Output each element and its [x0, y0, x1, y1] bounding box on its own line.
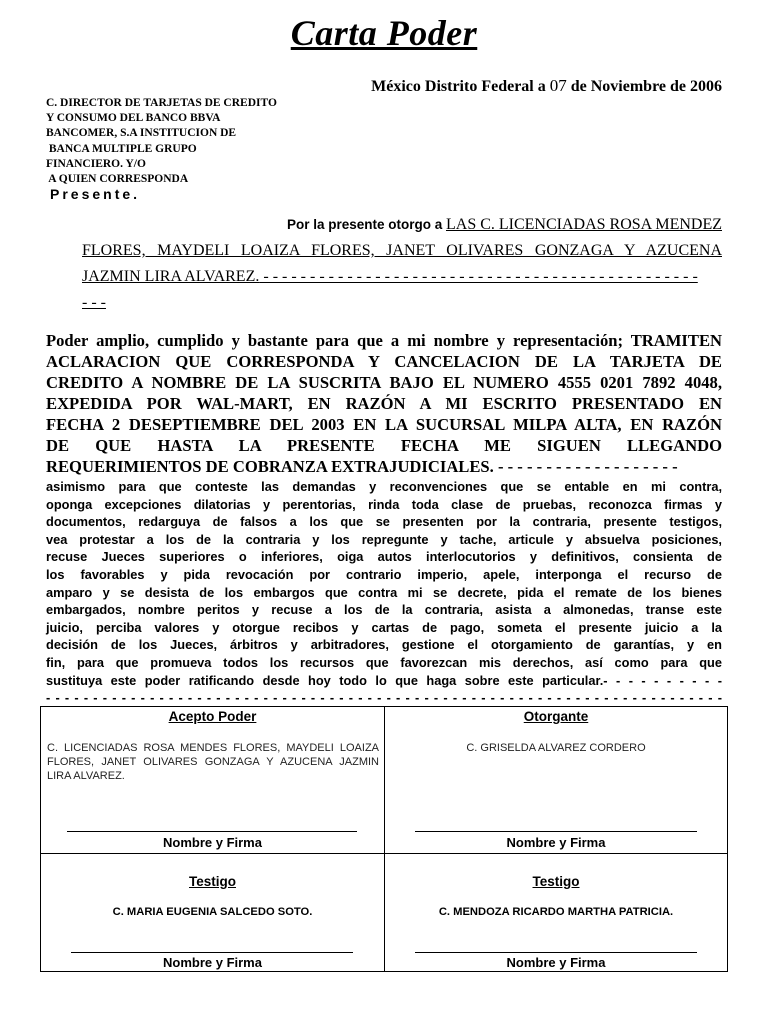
signature-label: Nombre y Firma: [163, 955, 262, 970]
paragraph-line: - - - - - - - - - - - - - - - - - - - - - - - - - - - - - - - - - - - - - - - - - - - - - - - - - - - - - - - - - - - - - - - - - - - - - - - -: [46, 690, 722, 706]
signature-label: Nombre y Firma: [163, 835, 262, 850]
signature-line: [71, 952, 353, 953]
signature-label: Nombre y Firma: [506, 955, 606, 970]
presente-salutation: Presente.: [50, 186, 141, 202]
paragraph-line: vea protestar a los de la contraria y los repregunte y tache, articule y absuelva posiciones,: [46, 531, 722, 547]
testigo-1-cell: [41, 854, 384, 972]
grantee-names: JAZMIN LIRA ALVAREZ.: [82, 268, 260, 285]
testigo-2-cell: [385, 854, 727, 972]
paragraph-line: ACLARACION QUE CORRESPONDA Y CANCELACION DE LA TARJETA DE: [46, 352, 722, 371]
witness-name: C. MENDOZA RICARDO MARTHA PATRICIA.: [438, 906, 674, 918]
paragraph-line: asimismo para que conteste las demandas y reconvenciones que se entable en mi contra,: [46, 479, 722, 494]
signature-line: [67, 831, 357, 832]
otorgante-cell: [385, 707, 727, 853]
date-month-year: de Noviembre de 2006: [570, 78, 722, 95]
addressee-line: FINANCIERO. Y/O: [46, 157, 146, 170]
grantor-name: C. GRISELDA ALVAREZ CORDERO: [466, 742, 646, 754]
paragraph-line: FECHA 2 DESEPTIEMBRE DEL 2003 EN LA SUCURSAL MILPA ALTA, EN RAZÓN: [46, 415, 722, 434]
signature-line: [415, 952, 697, 953]
dash-filler: - - -: [82, 294, 106, 311]
acepto-poder-heading: Acepto Poder: [168, 709, 257, 724]
grantees-names: C. LICENCIADAS ROSA MENDES FLORES, MAYDELI LOAIZA FLORES, JANET OLIVARES GONZAGA Y AZUCENA JAZMIN LIRA ALVAREZ.: [47, 742, 379, 782]
grantee-names: FLORES, MAYDELI LOAIZA FLORES, JANET OLIVARES GONZAGA Y AZUCENA: [82, 242, 722, 259]
addressee-line: BANCA MULTIPLE GRUPO: [46, 142, 197, 155]
addressee-line: Y CONSUMO DEL BANCO BBVA: [46, 112, 221, 125]
document-title: Carta Poder: [290, 13, 478, 53]
grantee-names: LAS C. LICENCIADAS ROSA MENDEZ: [445, 216, 722, 233]
paragraph-line: amparo y se desista de los embargos que contra mi se decrete, pida el remate de los bienes: [46, 584, 722, 600]
paragraph-line: EXPEDIDA POR WAL-MART, EN RAZÓN A MI ESCRITO PRESENTADO EN: [46, 394, 722, 413]
grant-line: [82, 264, 722, 290]
grant-lead: Por la presente otorgo a: [286, 217, 443, 232]
paragraph-line: juicio, perciba valores y otorgue recibos y cartas de pago, someta el presente juicio a la: [46, 619, 722, 635]
paragraph-line: embargados, nombre peritos y recuse a los de la contraria, asista a almonedas, transe este: [46, 602, 722, 618]
date-day: 07: [549, 76, 567, 95]
paragraph-line: DE QUE HASTA LA PRESENTE FECHA ME SIGUEN LLEGANDO: [46, 436, 722, 455]
acepto-poder-cell: [41, 707, 384, 853]
dash-filler: - - - - - - - - - - - - - - - - - - - - - - - - - - - - - - - - - - - - - - - - - - - - - - -: [259, 268, 698, 285]
grant-line: [82, 212, 722, 238]
paragraph-line: los favorables y pida revocación por contrario imperio, apele, interponga el recurso de: [46, 566, 722, 582]
signature-label: Nombre y Firma: [506, 835, 606, 850]
date-line: [371, 76, 722, 96]
paragraph-line: REQUERIMIENTOS DE COBRANZA EXTRAJUDICIALES. - - - - - - - - - - - - - - - - - - -: [46, 457, 678, 476]
paragraph-line: decisión de los Jueces, árbitros y arbitradores, gestione el otorgamiento de garantías, y en: [46, 637, 722, 653]
paragraph-line: oponga excepciones dilatorias y perentorias, rinda toda clase de pruebas, reconozca firmas y: [46, 496, 722, 512]
paragraph-line: sustituya este poder ratificando desde hoy todo lo que haga sobre este particular.- - - - - - - - - -: [46, 672, 722, 688]
signature-table: [40, 706, 728, 972]
paragraph-line: fin, para que promueva todos los recursos que favorezcan mis derechos, así como para que: [46, 654, 722, 670]
witness-name: C. MARIA EUGENIA SALCEDO SOTO.: [112, 906, 313, 918]
signature-line: [415, 831, 697, 832]
addressee-block: [46, 96, 277, 187]
legal-powers-paragraph: [46, 478, 722, 707]
date-place: México Distrito Federal a: [371, 78, 546, 95]
grant-line: [82, 238, 722, 264]
power-scope-paragraph: [46, 330, 722, 477]
addressee-line: BANCOMER, S.A INSTITUCION DE: [46, 127, 237, 140]
addressee-line: A QUIEN CORRESPONDA: [46, 173, 189, 186]
addressee-line: C. DIRECTOR DE TARJETAS DE CREDITO: [46, 97, 277, 109]
testigo-heading: Testigo: [532, 874, 580, 889]
grant-line: [82, 290, 722, 316]
paragraph-line: CREDITO A NOMBRE DE LA SUSCRITA BAJO EL NUMERO 4555 0201 7892 4048,: [46, 373, 722, 392]
paragraph-line: recuse Jueces superiores o inferiores, oiga autos interlocutorios y definitivos, consienta de: [46, 549, 722, 565]
otorgante-heading: Otorgante: [523, 709, 589, 724]
grant-paragraph: [82, 212, 722, 316]
paragraph-line: Poder amplio, cumplido y bastante para que a mi nombre y representación; TRAMITEN: [46, 331, 722, 350]
paragraph-line: documentos, redarguya de falsos a los que se presenten por la contraria, presente testigos,: [46, 514, 722, 530]
testigo-heading: Testigo: [189, 874, 236, 889]
